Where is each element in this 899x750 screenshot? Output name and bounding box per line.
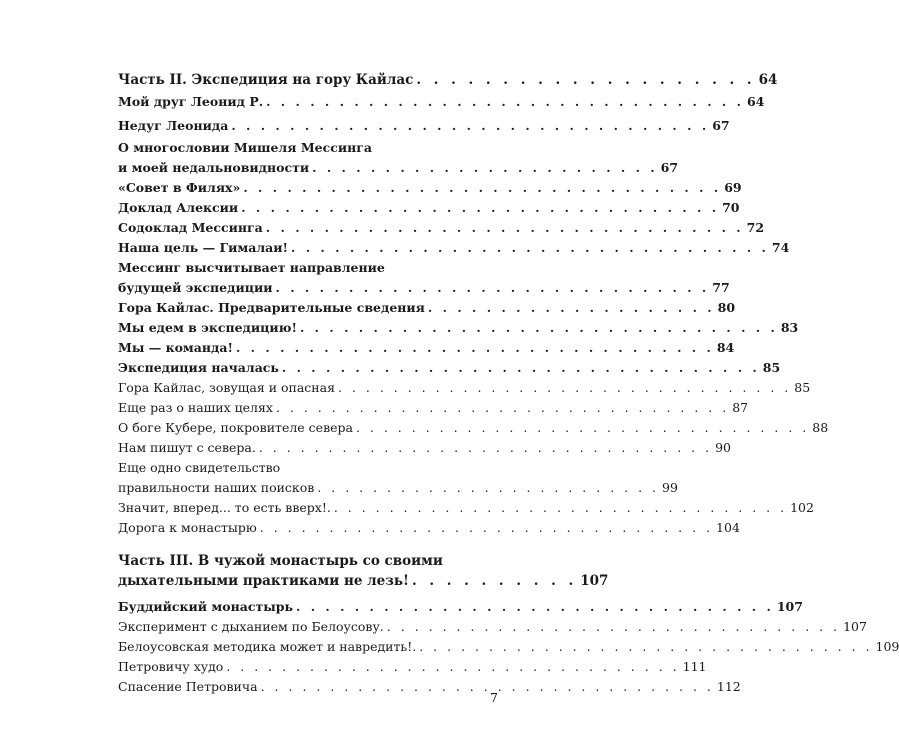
toc-leader-dots: . . . . . . . . . . . . . . . . . . . . . . . . . . . . . . . . . (337, 380, 792, 395)
toc-page-number: 104 (716, 520, 740, 535)
toc-page-number: 88 (812, 420, 829, 435)
toc-entry (118, 338, 735, 358)
toc-leader-dots: . . . . . . . . . . . . . . . . . . . . . . . . . . . . . . (275, 280, 710, 295)
toc-entry-title: Еще раз о наших целях (118, 400, 273, 415)
toc-leader-dots: . . . . . . . . . . (411, 573, 578, 589)
toc-entry-title: Мы — команда! (118, 340, 233, 355)
toc-entry (118, 617, 867, 637)
table-of-contents (118, 64, 899, 697)
toc-leader-dots: . . . . . . . . . . . . . . . . . . . . . . . . . . . . . . . . . (291, 240, 769, 255)
toc-leader-dots: . . . . . . . . . . . . . . . . . . . . . . . . (312, 160, 658, 175)
toc-entry (118, 597, 803, 617)
toc-leader-dots: . . . . . . . . . . . . . . . . . . . . . . . . . . . . . . . . . (241, 200, 720, 215)
toc-entry-title: Петровичу худо (118, 659, 224, 674)
toc-entry-title: Недуг Леонида (118, 118, 229, 133)
toc-entry (118, 138, 679, 178)
toc-entry-title: Значит, вперед... то есть вверх!. (118, 500, 331, 515)
toc-entry (118, 498, 814, 518)
toc-leader-dots: . . . . . . . . . . . . . . . . . . . . . . . . . . . . . . . . . (231, 118, 710, 133)
toc-page-number: 109 (875, 639, 899, 654)
toc-entry (118, 657, 707, 677)
toc-entry-title: Эксперимент с дыханием по Белоусову. (118, 619, 384, 634)
toc-entry-title-line2: правильности наших поисков (118, 480, 315, 495)
toc-page-number: 107 (843, 619, 867, 634)
toc-leader-dots: . . . . . . . . . . . . . . . . . . . . . . . . . . . . . . . . . (226, 659, 680, 674)
toc-page-number: 67 (712, 118, 730, 133)
toc-leader-dots: . . . . . . . . . . . . . . . . . . . . (416, 72, 756, 88)
toc-entry-title: Нам пишут с севера. (118, 440, 256, 455)
toc-page-number: 107 (580, 573, 609, 589)
toc-page-number: 84 (716, 340, 735, 355)
toc-page-number: 83 (780, 320, 799, 335)
toc-entry (118, 116, 730, 136)
toc-entry (118, 198, 740, 218)
toc-entry-title-line2: будущей экспедиции (118, 280, 273, 295)
toc-entry (118, 178, 742, 198)
toc-entry-title-line1: Еще одно свидетельство (118, 460, 281, 475)
toc-entry-title: Мы едем в экспедицию! (118, 320, 297, 335)
toc-entry (118, 238, 790, 258)
toc-page-number: 72 (746, 220, 765, 235)
toc-part-title-line2: дыхательными практиками не лезь! (118, 573, 409, 589)
toc-entry-title: Дорога к монастырю (118, 520, 257, 535)
toc-leader-dots: . . . . . . . . . . . . . . . . . . . . . . . . . . . . . . . . . (260, 679, 714, 694)
toc-leader-dots: . . . . . . . . . . . . . . . . . . . . . . . . . . . . . . . . . (295, 599, 774, 614)
toc-page-number: 77 (712, 280, 730, 295)
page-number: 7 (490, 690, 498, 705)
toc-entry (118, 438, 731, 458)
toc-leader-dots: . . . . . . . . . . . . . . . . . . . . . . . . . . . . . . . . . (299, 320, 778, 335)
toc-page-number: 87 (732, 400, 749, 415)
toc-page-number: 85 (794, 380, 811, 395)
toc-part-heading (118, 551, 609, 591)
toc-page-number: 107 (776, 599, 803, 614)
toc-leader-dots: . . . . . . . . . . . . . . . . . . . . . . . . . . . . . . . . . (275, 400, 730, 415)
toc-leader-dots: . . . . . . . . . . . . . . . . . . . . . . . . . . . . . . . . . (355, 420, 810, 435)
toc-leader-dots: . . . . . . . . . . . . . . . . . . . . . . . . . . . . . . . . . (333, 500, 788, 515)
toc-part-title: Часть II. Экспедиция на гору Кайлас (118, 72, 414, 88)
toc-entry-title: Содоклад Мессинга (118, 220, 263, 235)
toc-entry (118, 318, 799, 338)
toc-page-number: 85 (762, 360, 781, 375)
toc-entry (118, 358, 781, 378)
toc-page-number: 112 (716, 679, 741, 694)
toc-page-number: 74 (771, 240, 790, 255)
toc-entry-title: О боге Кубере, покровителе севера (118, 420, 353, 435)
toc-entry-title: Гора Кайлас, зовущая и опасная (118, 380, 335, 395)
toc-entry-title: Буддийский монастырь (118, 599, 293, 614)
toc-leader-dots: . . . . . . . . . . . . . . . . . . . . . . . . . . . . . . . . . (419, 639, 873, 654)
toc-entry-title-line1: О многословии Мишеля Мессинга (118, 140, 373, 155)
toc-entry (118, 92, 765, 112)
toc-page-number: 99 (662, 480, 678, 495)
toc-leader-dots: . . . . . . . . . . . . . . . . . . . . . . . . . (317, 480, 660, 495)
toc-entry-title: Гора Кайлас. Предварительные сведения (118, 300, 425, 315)
toc-leader-dots: . . . . . . . . . . . . . . . . . . . . . . . . . . . . . . . . . (386, 619, 841, 634)
toc-page-number: 67 (660, 160, 679, 175)
toc-page-number: 102 (790, 500, 814, 515)
toc-leader-dots: . . . . . . . . . . . . . . . . . . . . (427, 300, 715, 315)
toc-leader-dots: . . . . . . . . . . . . . . . . . . . . . . . . . . . . . . . . . (281, 360, 760, 375)
toc-page-number: 64 (746, 94, 765, 109)
toc-entry-title: «Совет в Филях» (118, 180, 241, 195)
toc-entry-title: Мой друг Леонид Р. (118, 94, 264, 109)
toc-entry (118, 677, 741, 697)
toc-leader-dots: . . . . . . . . . . . . . . . . . . . . . . . . . . . . . . . . . (243, 180, 722, 195)
toc-entry-title: Экспедиция началась (118, 360, 279, 375)
toc-page-number: 80 (717, 300, 736, 315)
toc-entry (118, 258, 730, 298)
toc-entry (118, 458, 678, 498)
toc-leader-dots: . . . . . . . . . . . . . . . . . . . . . . . . . . . . . . . . . (258, 440, 713, 455)
toc-page-number: 69 (724, 180, 742, 195)
toc-entry (118, 418, 829, 438)
toc-entry (118, 518, 740, 538)
toc-page-number: 70 (722, 200, 740, 215)
toc-entry-title: Белоусовская методика может и навредить!. (118, 639, 417, 654)
toc-leader-dots: . . . . . . . . . . . . . . . . . . . . . . . . . . . . . . . . . (265, 220, 744, 235)
toc-entry-title: Доклад Алексии (118, 200, 239, 215)
toc-entry-title-line2: и моей недальновидности (118, 160, 310, 175)
toc-page-number: 64 (758, 72, 778, 88)
toc-entry (118, 298, 736, 318)
toc-entry-title-line1: Мессинг высчитывает направление (118, 260, 385, 275)
toc-part-heading (118, 64, 778, 90)
toc-entry-title: Наша цель — Гималаи! (118, 240, 289, 255)
toc-leader-dots: . . . . . . . . . . . . . . . . . . . . . . . . . . . . . . . . . (266, 94, 744, 109)
toc-leader-dots: . . . . . . . . . . . . . . . . . . . . . . . . . . . . . . . . . (235, 340, 714, 355)
toc-leader-dots: . . . . . . . . . . . . . . . . . . . . . . . . . . . . . . . . . (259, 520, 714, 535)
toc-entry (118, 378, 811, 398)
toc-entry (118, 218, 765, 238)
toc-entry-title: Спасение Петровича (118, 679, 258, 694)
toc-part-title-line1: Часть III. В чужой монастырь со своими (118, 553, 443, 569)
toc-entry (118, 637, 899, 657)
toc-entry (118, 398, 749, 418)
toc-page-number: 90 (715, 440, 731, 455)
toc-page-number: 111 (682, 659, 707, 674)
